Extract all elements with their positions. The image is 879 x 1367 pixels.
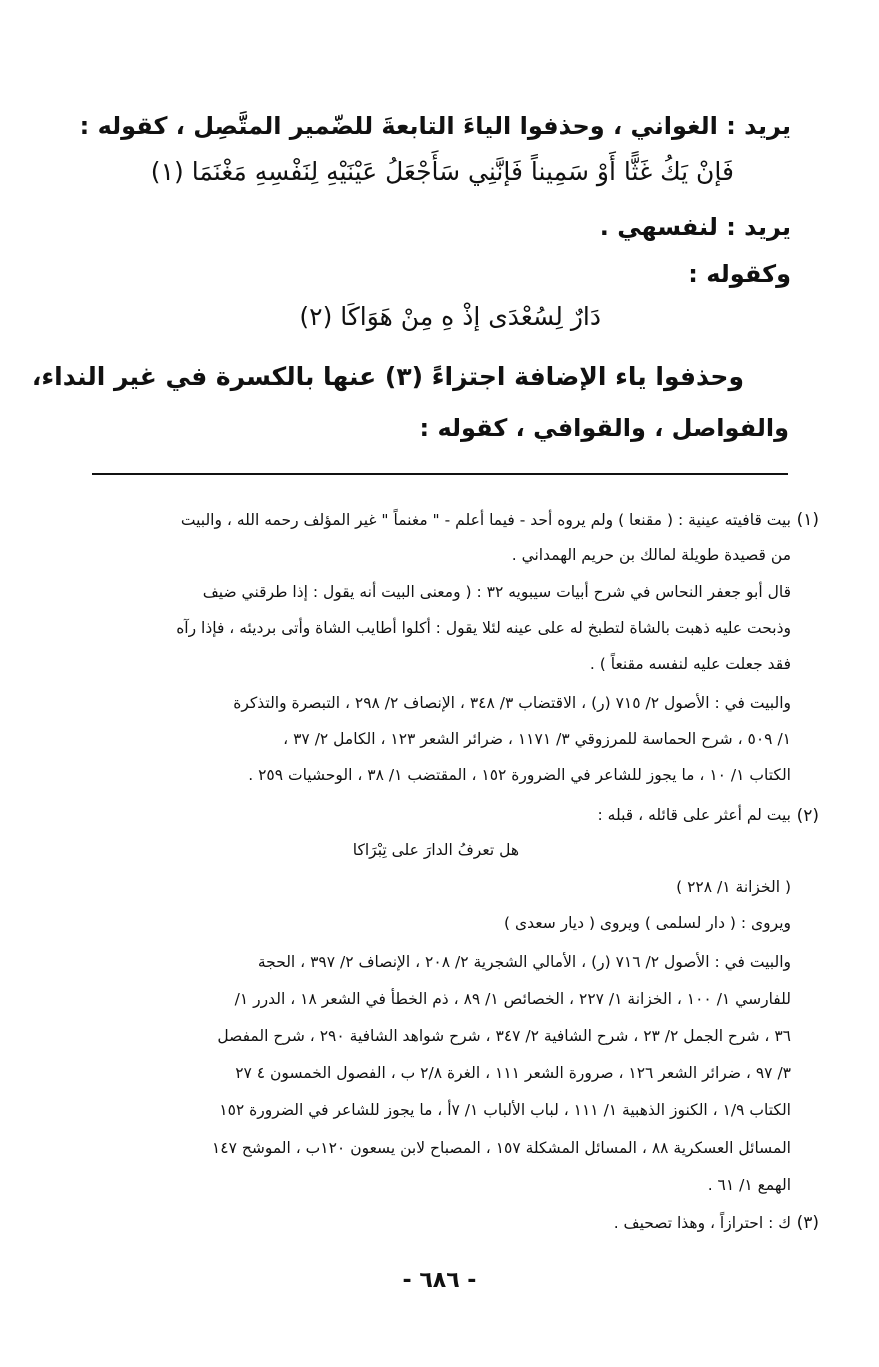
text-line: والفواصل ، والقوافي ، كقوله : (419, 414, 789, 442)
text-line: يريد : الغواني ، وحذفوا الياءَ التابعةَ للضّمير المتَّصِل ، كقوله : (79, 112, 791, 140)
footnote-line: فقد جعلت عليه لنفسه مقنعاً ) . (589, 655, 791, 673)
footnote-line: ١/ ٥٠٩ ، شرح الحماسة للمرزوقي ٣/ ١١٧١ ، ضرائر الشعر ١٢٣ ، الكامل ٢/ ٣٧ ، (283, 730, 791, 748)
verse-line: دَارٌ لِسُعْدَى إذْ هِ مِنْ هَوَاكَا (٢) (299, 302, 601, 331)
page-number: - ٦٨٦ - (402, 1268, 477, 1293)
footnote-line: ويروى : ( دار لسلمى ) ويروى ( ديار سعدى ) (503, 914, 791, 932)
footnote-line: المسائل العسكرية ٨٨ ، المسائل المشكلة ١٥٧ ، المصباح لابن يسعون ١٢٠ب ، الموشح ١٤٧ (211, 1139, 791, 1157)
text-line: وحذفوا ياء الإضافة اجتزاءً (٣) عنها بالكسرة في غير النداء، (31, 362, 744, 391)
footnote-line: ٣/ ٩٧ ، ضرائر الشعر ١٢٦ ، صرورة الشعر ١١١ ، الغرة ٢/٨ ب ، الفصول الخمسون ٤ ٢٧ (235, 1064, 791, 1082)
footnote-line: الهمع ١/ ٦١ . (707, 1176, 791, 1194)
footnote-line: من قصيدة طويلة لمالك بن حريم الهمداني . (511, 546, 791, 564)
footnote-line: بيت قافيته عينية : ( مقنعا ) ولم يروه أحد - فيما أعلم - " مغنماً " غير المؤلف رحمه الله ، والبيت (180, 511, 791, 529)
text-line: وكقوله : (688, 260, 791, 288)
footnote-verse: هل تعرفُ الدارَ على تِبْرَاكا (352, 841, 519, 859)
footnote-line: للفارسي ١/ ١٠٠ ، الخزانة ١/ ٢٢٧ ، الخصائص ١/ ٨٩ ، ذم الخطأ في الشعر ١٨ ، الدرر ١/ (234, 990, 791, 1008)
footnote-divider (92, 473, 788, 475)
footnote-line: الكتاب ١/٩ ، الكنوز الذهبية ١/ ١١١ ، لباب الألباب ١/ ٧أ ، ما يجوز للشاعر في الضرورة ١٥٢ (219, 1101, 791, 1119)
footnote-line: قال أبو جعفر النحاس في شرح أبيات سيبويه ٣٢ : ( ومعنى البيت أنه يقول : إذا طرقني ضيف (202, 583, 791, 601)
footnote-line: بيت لم أعثر على قائله ، قبله : (597, 806, 791, 824)
verse-line: فَإنْ يَكُ غَثًّا أَوْ سَمِيناً فَإنَّنِي سَأَجْعَلُ عَيْنَيْهِ لِنَفْسِهِ مَغْنَمَا (١) (150, 157, 734, 186)
footnote-number: (١) (796, 510, 819, 530)
footnote-line: ٣٦ ، شرح الجمل ٢/ ٢٣ ، شرح الشافية ٢/ ٣٤٧ ، شرح شواهد الشافية ٢٩٠ ، شرح المفصل (217, 1027, 791, 1045)
footnote-number: (٢) (796, 806, 819, 826)
footnote-line: والبيت في : الأصول ٢/ ٧١٥ (ر) ، الاقتضاب ٣/ ٣٤٨ ، الإنصاف ٢/ ٢٩٨ ، التبصرة والتذكرة (233, 694, 791, 712)
footnote-line: وذبحت عليه ذهبت بالشاة لتطبخ له على عينه لئلا يقول : أكلوا أطايب الشاة وأتى برديئه ، فإذا رآه (176, 619, 791, 637)
text-line: يريد : لنفسهي . (599, 213, 791, 241)
footnote-line: الكتاب ١/ ١٠ ، ما يجوز للشاعر في الضرورة ١٥٢ ، المقتضب ١/ ٣٨ ، الوحشيات ٢٥٩ . (248, 766, 791, 784)
footnote-line: والبيت في : الأصول ٢/ ٧١٦ (ر) ، الأمالي الشجرية ٢/ ٢٠٨ ، الإنصاف ٢/ ٣٩٧ ، الحجة (257, 953, 791, 971)
footnote-number: (٣) (796, 1213, 819, 1233)
footnote-line: ( الخزانة ١/ ٢٢٨ ) (676, 878, 791, 896)
footnote-line: ك : احترازاً ، وهذا تصحيف . (613, 1214, 791, 1232)
